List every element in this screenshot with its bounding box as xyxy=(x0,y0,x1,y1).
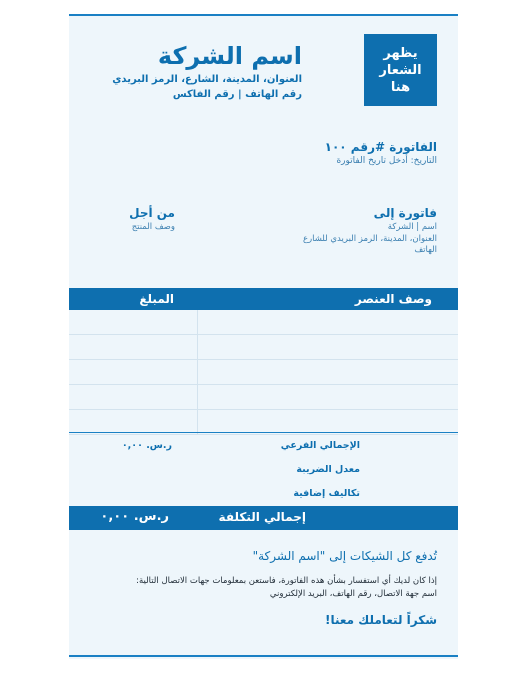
contact-instructions: إذا كان لديك أي استفسار بشأن هذه الفاتورة، فاستعن بمعلومات جهات الاتصال التالية: xyxy=(136,576,437,586)
bill-to-title: فاتورة إلى xyxy=(373,206,437,220)
for-description: وصف المنتج xyxy=(131,222,175,232)
company-phone-fax: رقم الهاتف | رقم الفاكس xyxy=(172,89,302,100)
top-rule xyxy=(69,14,458,16)
column-divider xyxy=(197,360,198,384)
column-divider xyxy=(197,310,198,334)
bill-to-details xyxy=(303,222,437,257)
table-row[interactable] xyxy=(69,385,458,410)
items-table-header xyxy=(69,288,458,310)
total-bar xyxy=(69,506,458,530)
company-contact xyxy=(112,72,302,102)
thank-you-note: شكراً لتعاملك معنا! xyxy=(325,613,437,627)
logo-text-line: الشعار xyxy=(379,62,422,78)
bill-to-name: اسم | الشركة xyxy=(387,222,437,232)
table-row[interactable] xyxy=(69,310,458,335)
bottom-rule xyxy=(69,655,458,657)
invoice-date: التاريخ: أدخل تاريخ الفاتورة xyxy=(336,156,437,166)
bill-to-phone: الهاتف xyxy=(414,245,437,255)
total-value: ر.س. ٠,٠٠ xyxy=(100,509,169,524)
extra-costs-label: تكاليف إضافية xyxy=(293,488,360,499)
payable-note: تُدفع كل الشيكات إلى "اسم الشركة" xyxy=(252,549,437,563)
bill-to-address: العنوان، المدينة، الرمز البريدي للشارع xyxy=(302,233,437,244)
contact-details: اسم جهة الاتصال، رقم الهاتف، البريد الإلكتروني xyxy=(269,589,437,599)
total-label: إجمالي التكلفة xyxy=(218,510,306,524)
table-row[interactable] xyxy=(69,360,458,385)
subtotal-value: ر.س. ٠,٠٠ xyxy=(121,440,172,451)
column-divider xyxy=(197,335,198,359)
column-divider xyxy=(197,410,198,434)
table-bottom-rule xyxy=(69,432,458,433)
logo-text-line: هنا xyxy=(390,79,411,95)
logo-placeholder xyxy=(364,34,437,106)
column-header-description: وصف العنصر xyxy=(354,292,432,306)
tax-rate-label: معدل الضريبة xyxy=(296,464,360,475)
invoice-number: الفاتورة #رقم ١٠٠ xyxy=(324,140,437,154)
for-title: من أجل xyxy=(129,206,175,220)
column-divider xyxy=(197,385,198,409)
column-header-amount: المبلغ xyxy=(139,292,174,306)
items-table-body xyxy=(69,310,458,435)
table-row[interactable] xyxy=(69,335,458,360)
company-address: العنوان، المدينة، الشارع، الرمز البريدي xyxy=(112,74,302,85)
logo-text-line: يظهر xyxy=(383,45,418,61)
company-name: اسم الشركة xyxy=(157,42,302,70)
subtotal-label: الإجمالي الفرعي xyxy=(280,440,360,451)
